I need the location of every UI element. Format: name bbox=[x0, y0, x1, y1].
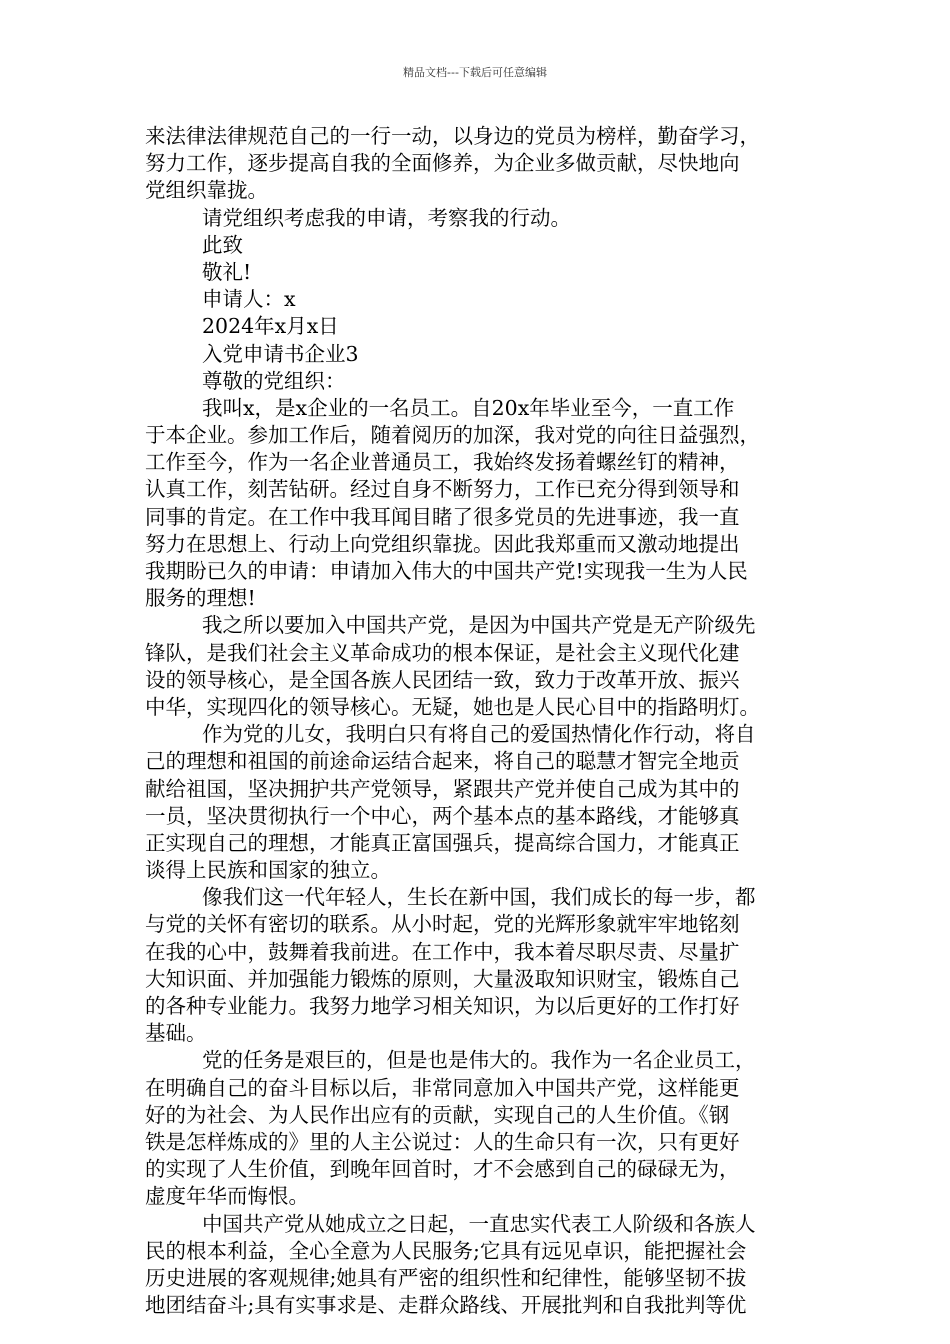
text-line: 大知识面、并加强能力锻炼的原则，大量汲取知识财宝，锻炼自己 bbox=[145, 966, 740, 991]
text-line: 作为党的儿女，我明白只有将自己的爱国热情化作行动，将自 bbox=[202, 722, 756, 747]
text-line: 锋队，是我们社会主义革命成功的根本保证，是社会主义现代化建 bbox=[145, 640, 740, 665]
text-line: 我之所以要加入中国共产党，是因为中国共产党是无产阶级先 bbox=[202, 613, 756, 638]
text-line: 尊敬的党组织： bbox=[202, 368, 346, 393]
text-line: 与党的关怀有密切的联系。从小时起，党的光辉形象就牢牢地铭刻 bbox=[145, 912, 740, 937]
text-line: 谈得上民族和国家的独立。 bbox=[145, 858, 391, 883]
text-line: 铁是怎样炼成的》里的人主公说过：人的生命只有一次，只有更好 bbox=[145, 1129, 740, 1154]
text-line: 党的任务是艰巨的，但是也是伟大的。我作为一名企业员工， bbox=[202, 1048, 756, 1073]
text-line: 努力在思想上、行动上向党组织靠拢。因此我郑重而又激动地提出 bbox=[145, 531, 740, 556]
text-line: 献给祖国，坚决拥护共产党领导，紧跟共产党并使自己成为其中的 bbox=[145, 776, 740, 801]
page-header: 精品文档---下载后可任意编辑 bbox=[403, 66, 547, 79]
text-line: 申请人：x bbox=[202, 287, 296, 312]
text-line: 像我们这一代年轻人，生长在新中国，我们成长的每一步，都 bbox=[202, 885, 756, 910]
text-line: 于本企业。参加工作后，随着阅历的加深，我对党的向往日益强烈， bbox=[145, 423, 760, 448]
text-line: 服务的理想! bbox=[145, 586, 256, 611]
text-line: 同事的肯定。在工作中我耳闻目睹了很多党员的先进事迹，我一直 bbox=[145, 504, 740, 529]
text-line: 在明确自己的奋斗目标以后，非常同意加入中国共产党，这样能更 bbox=[145, 1075, 740, 1100]
text-line: 2024年x月x日 bbox=[202, 314, 339, 339]
text-line: 基础。 bbox=[145, 1021, 207, 1046]
text-line: 在我的心中，鼓舞着我前进。在工作中，我本着尽职尽责、尽量扩 bbox=[145, 939, 740, 964]
text-line: 敬礼! bbox=[202, 259, 252, 284]
text-line: 中国共产党从她成立之日起，一直忠实代表工人阶级和各族人 bbox=[202, 1211, 756, 1236]
text-line: 我期盼已久的申请：申请加入伟大的中国共产党!实现我一生为人民 bbox=[145, 559, 748, 583]
text-line: 认真工作，刻苦钻研。经过自身不断努力，工作已充分得到领导和 bbox=[145, 477, 740, 502]
text-line: 设的领导核心，是全国各族人民团结一致，致力于改革开放、振兴 bbox=[145, 667, 740, 692]
text-line: 工作至今，作为一名企业普通员工，我始终发扬着螺丝钉的精神， bbox=[145, 450, 740, 475]
text-line: 的各种专业能力。我努力地学习相关知识，为以后更好的工作打好 bbox=[145, 994, 740, 1018]
text-line: 地团结奋斗;具有实事求是、走群众路线、开展批判和自我批判等优 bbox=[145, 1293, 747, 1318]
text-line: 努力工作，逐步提高自我的全面修养，为企业多做贡献，尽快地向 bbox=[145, 151, 740, 176]
text-line: 此致 bbox=[202, 232, 243, 257]
text-line: 虚度年华而悔恨。 bbox=[145, 1184, 309, 1209]
text-line: 我叫x，是x企业的一名员工。自20x年毕业至今，一直工作 bbox=[202, 395, 735, 420]
text-line: 己的理想和祖国的前途命运结合起来，将自己的聪慧才智完全地贡 bbox=[145, 749, 740, 774]
text-line: 正实现自己的理想，才能真正富国强兵，提高综合国力，才能真正 bbox=[145, 830, 740, 855]
text-line: 一员，坚决贯彻执行一个中心，两个基本点的基本路线，才能够真 bbox=[145, 803, 740, 828]
text-line: 请党组织考虑我的申请，考察我的行动。 bbox=[202, 205, 571, 230]
text-line: 的实现了人生价值，到晚年回首时，才不会感到自己的碌碌无为， bbox=[145, 1157, 740, 1182]
text-line: 入党申请书企业3 bbox=[202, 341, 359, 366]
text-line: 好的为社会、为人民作出应有的贡献，实现自己的人生价值。《钢 bbox=[145, 1102, 730, 1127]
document-body bbox=[145, 123, 805, 1319]
text-line: 民的根本利益，全心全意为人民服务;它具有远见卓识，能把握社会 bbox=[145, 1238, 747, 1263]
text-line: 历史进展的客观规律;她具有严密的组织性和纪律性，能够坚韧不拔 bbox=[145, 1265, 747, 1290]
text-line: 来法律法律规范自己的一行一动，以身边的党员为榜样，勤奋学习， bbox=[145, 124, 760, 148]
text-line: 党组织靠拢。 bbox=[145, 178, 268, 203]
text-line: 中华，实现四化的领导核心。无疑，她也是人民心目中的指路明灯。 bbox=[145, 694, 760, 719]
